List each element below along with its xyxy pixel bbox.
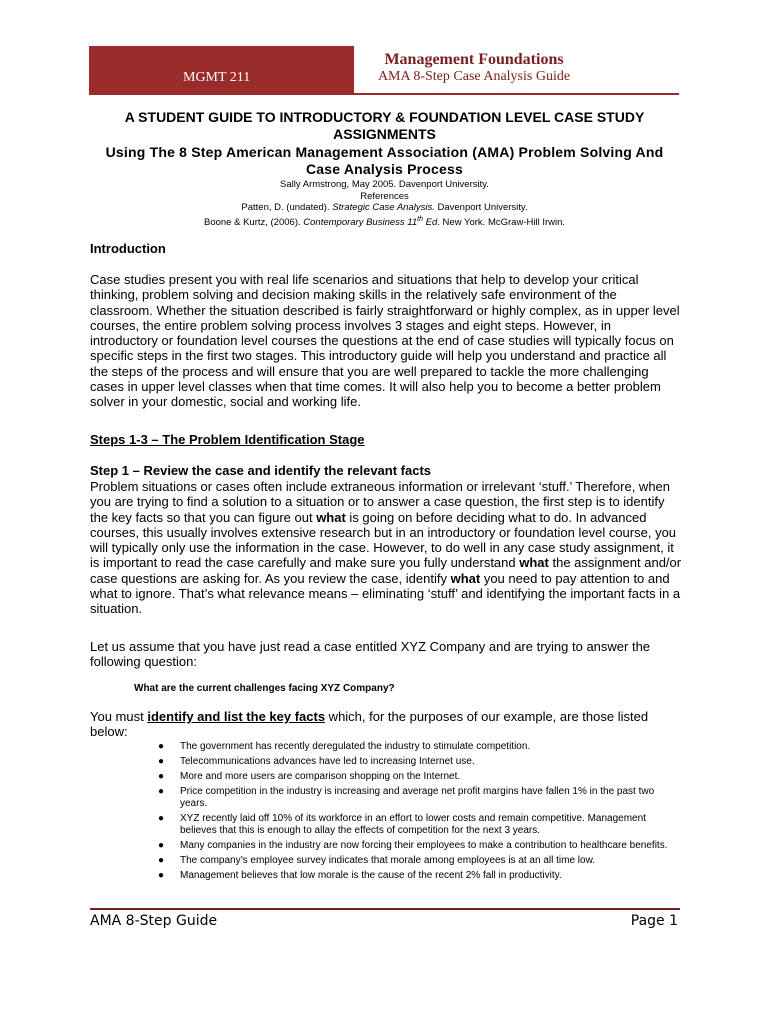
step1-emphasis-1: what: [316, 509, 346, 525]
reference-1-publisher: Davenport University.: [434, 202, 528, 213]
stage-heading: Steps 1-3 – The Problem Identification Stage: [90, 432, 365, 447]
document-title: A STUDENT GUIDE TO INTRODUCTORY & FOUNDATION LEVEL CASE STUDY ASSIGNMENTS: [124, 109, 645, 142]
reference-1-text: Patten, D. (undated).: [241, 202, 333, 213]
list-item: [155, 786, 675, 810]
step1-emphasis-2: what: [519, 555, 549, 571]
reference-1: [90, 202, 679, 214]
list-item-text: The government has recently deregulated the industry to stimulate competition.: [180, 741, 531, 752]
bullet-icon: ●: [158, 855, 165, 866]
footer-rule: [90, 908, 680, 910]
step1-text-3: the assignment and/or case questions are asking for. As you review the case, identify: [90, 555, 682, 586]
references-label: References: [360, 191, 409, 202]
instruction-text-2: which, for the purposes of our example, are those listed below:: [90, 709, 649, 739]
reference-2-edition: Ed: [423, 217, 438, 229]
list-item: [155, 855, 675, 867]
list-item: [155, 813, 675, 837]
instruction-text-1: You must: [90, 709, 148, 724]
reference-2-text: Boone & Kurtz, (2006).: [203, 217, 304, 229]
list-item-text: Management believes that low morale is the cause of the recent 2% fall in productivity.: [180, 870, 562, 881]
reference-2-superscript: th: [417, 216, 423, 223]
example-question: What are the current challenges facing XYZ Company?: [134, 683, 395, 694]
reference-2-title: Contemporary Business 11: [303, 217, 418, 229]
introduction-heading: Introduction: [90, 241, 166, 256]
list-item-text: XYZ recently laid off 10% of its workforce in an effort to lower costs and remain competitive. Management believes that this is enough to allay the effects of competition for the next 3 years.: [180, 813, 646, 836]
document-subtitle: Using The 8 Step American Management Association (AMA) Problem Solving And Case Analysis Process: [105, 144, 664, 177]
bullet-icon: ●: [158, 771, 165, 782]
header-subtitle: AMA 8-Step Case Analysis Guide: [377, 69, 571, 84]
bullet-icon: ●: [158, 840, 165, 851]
list-item-text: Many companies in the industry are now forcing their employees to make a contribution to healthcare benefits.: [180, 840, 668, 851]
instruction-emphasis: identify and list the key facts: [147, 709, 326, 724]
list-item: [155, 870, 675, 882]
list-item-text: Price competition in the industry is increasing and average net profit margins have fallen 1% in the past two years.: [180, 786, 655, 809]
step1-text-1: Problem situations or cases often include extraneous information or irrelevant ‘stuff.’ Therefore, when you are trying to find a solution to a situation or to answer a case question, the first step is to identify the key facts so that you can figure out: [90, 479, 671, 525]
instruction-paragraph: [90, 709, 682, 739]
list-item: [155, 840, 675, 852]
bullet-icon: ●: [158, 741, 165, 752]
introduction-paragraph: Case studies present you with real life scenarios and situations that help to develop your critical thinking, problem solving and decision making skills in the relatively safe environment of the classroom. Whether the situation described is fairly straightforward or highly complex, as in upper level courses, the entire problem solving process involves 3 stages and eight steps. However, in introductory or foundation level courses the questions at the end of case studies will typically focus on specific steps in the first two stages. This introductory guide will help you understand and practice all the steps of the process and will ensure that you are well prepared to tackle the more challenging cases in upper level classes when that time comes. It will also help you to become a better problem solver in your domestic, social and working life.: [90, 272, 680, 410]
bullet-icon: ●: [158, 813, 165, 824]
footer-page-number: Page 1: [630, 913, 678, 929]
step1-text-4: you need to pay attention to and what to ignore. That’s what relevance means – eliminating ‘stuff’ and identifying the important facts in a situation.: [90, 570, 681, 617]
list-item: [155, 756, 675, 768]
bullet-icon: ●: [158, 786, 165, 797]
course-code: MGMT 211: [183, 70, 251, 85]
step1-text-2: is going on before deciding what to do. In advanced courses, this usually involves extensive research but in an introductory or foundation level course, you will typically only use the information in the case. However, to do well in any case study assignment, it is important to read the case carefully and make sure you fully understand: [90, 509, 677, 571]
list-item-text: More and more users are comparison shopping on the Internet.: [180, 771, 461, 782]
bullet-icon: ●: [158, 870, 165, 881]
step1-emphasis-3: what: [450, 570, 481, 586]
header-title: Management Foundations: [384, 51, 564, 68]
example-lead-paragraph: Let us assume that you have just read a case entitled XYZ Company and are trying to answer the following question:: [90, 639, 651, 670]
reference-1-title: Strategic Case Analysis.: [332, 202, 435, 213]
list-item-text: The company’s employee survey indicates that morale among employees is at an all time low.: [180, 855, 596, 866]
footer-guide-name: AMA 8-Step Guide: [90, 913, 218, 929]
key-facts-list: [155, 741, 675, 885]
header-rule: [354, 93, 679, 95]
step1-paragraph: [90, 479, 682, 617]
list-item: [155, 771, 675, 783]
bullet-icon: ●: [158, 756, 165, 767]
step1-heading: Step 1 – Review the case and identify the relevant facts: [90, 463, 432, 478]
reference-2: [90, 214, 679, 229]
list-item: [155, 741, 675, 753]
author-line: Sally Armstrong, May 2005. Davenport University.: [280, 179, 489, 190]
reference-2-publisher: . New York. McGraw-Hill Irwin.: [437, 217, 566, 229]
list-item-text: Telecommunications advances have led to increasing Internet use.: [180, 756, 475, 767]
